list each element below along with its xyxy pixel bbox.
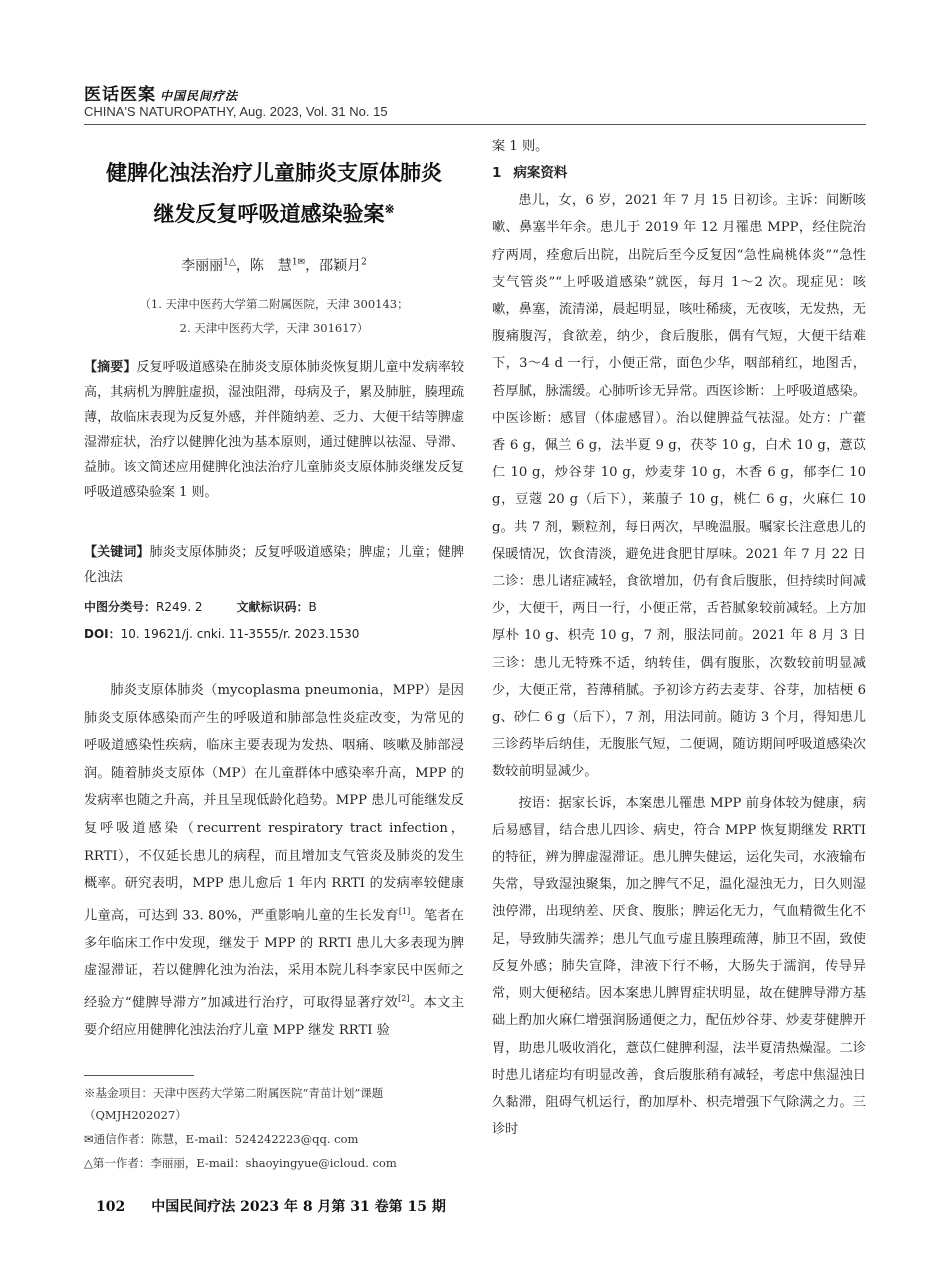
abstract	[84, 355, 464, 505]
keywords-label: 【关键词】	[84, 545, 150, 560]
footnote-corresponding: ✉通信作者：陈慧，E-mail：524242223@qq. com	[84, 1132, 359, 1146]
commentary-paragraph: 按语：据家长诉，本案患儿罹患 MPP 前身体较为健康，病后易感冒，结合患儿四诊、病史，符合 MPP 恢复期继发 RRTI 的特征，辨为脾虚湿滞证。患儿脾失健运，运化失司，水液输布失常，导致湿浊聚集，加之脾气不足，温化湿浊无力，日久则湿浊停滞，出现纳差、厌食、腹胀；脾运化无力，气血精微生化不足，导致肺失濡养；患儿气血亏虚且腠理疏薄，肺卫不固，致使反复外感；肺失宣降，津液下行不畅，大肠失于濡润，传导异常，则大便秘结。因本案患儿脾胃症状明显，故在健脾导滞方基础上酌加火麻仁增强润肠通便之力，配伍炒谷芽、炒麦芽健脾开胃，助患儿吸收消化，薏苡仁健脾利湿，法半夏清热燥湿。二诊时患儿诸症均有明显改善，食后腹胀稍有减轻，考虑中焦湿浊日久黏滞，阻碍气机运行，酌加厚朴、枳壳增强下气除满之力。三诊时	[492, 795, 866, 1138]
continuation-text: 案 1 则。	[492, 139, 549, 154]
doi-value: 10. 19621/j. cnki. 11-3555/r. 2023.1530	[120, 627, 360, 641]
abstract-label: 【摘要】	[84, 360, 137, 375]
citation-ref[interactable]: [2]	[398, 993, 410, 1003]
affiliation-line: （1. 天津中医药大学第二附属医院，天津 300143；	[139, 297, 409, 311]
author-name: 邵颖月	[319, 258, 362, 274]
affiliation-line: 2. 天津中医药大学，天津 301617）	[179, 321, 369, 335]
logo-text: 医话医案	[84, 85, 156, 105]
title-line-2: 继发反复呼吸道感染验案※	[153, 201, 395, 226]
abstract-text: 反复呼吸道感染在肺炎支原体肺炎恢复期儿童中发病率较高，其病机为脾脏虚损，湿浊阻滞，母病及子，累及肺脏，腠理疏薄，故临床表现为反复外感，并伴随纳差、乏力、大便干结等脾虚湿滞症状，治疗以健脾化浊为基本原则，通过健脾以祛湿、导滞、益肺。该文简述应用健脾化浊法治疗儿童肺炎支原体肺炎继发反复呼吸道感染验案 1 则。	[84, 360, 464, 500]
author-sup: 1△	[223, 257, 236, 268]
journal-citation-line: CHINA'S NATUROPATHY, Aug. 2023, Vol. 31 No. 15	[84, 104, 388, 119]
journal-logo	[84, 80, 238, 105]
clc-label: 中图分类号：	[84, 600, 157, 614]
affiliations	[84, 292, 464, 340]
title-fund-mark: ※	[384, 202, 395, 216]
footnote-divider	[84, 1075, 194, 1076]
page-footer	[96, 1196, 446, 1216]
author-name: 陈 慧	[249, 258, 292, 274]
page-number: 102	[96, 1199, 126, 1215]
keywords	[84, 540, 464, 590]
author-list: 李丽丽$^{1\triangle}$，陈 慧$^{1✉}$，邵颖月$^2$	[181, 257, 367, 274]
author-sup: 1✉	[291, 257, 306, 268]
doc-code-value: B	[308, 600, 317, 614]
doi-line	[84, 625, 359, 642]
classification-line	[84, 598, 317, 615]
doi-label: DOI：	[84, 627, 121, 641]
author-sup: 2	[361, 257, 367, 268]
title-line-1: 健脾化浊法治疗儿童肺炎支原体肺炎	[106, 160, 442, 185]
body-right-column	[492, 133, 866, 1143]
citation-ref[interactable]: [1]	[398, 906, 411, 916]
article-title	[84, 155, 464, 232]
logo-subtitle: 中国民间疗法	[160, 89, 239, 103]
clc-value: R249. 2	[156, 600, 203, 614]
header-divider	[84, 124, 866, 125]
author-name: 李丽丽	[181, 258, 224, 274]
footer-journal-issue: 中国民间疗法 2023 年 8 月第 31 卷第 15 期	[151, 1199, 446, 1215]
intro-paragraph: 肺炎支原体肺炎（mycoplasma pneumonia，MPP）是因肺炎支原体感染而产生的呼吸道和肺部急性炎症改变，为常见的呼吸道感染性疾病，临床主要表现为发热、咽痛、咳嗽及肺部浸润。随着肺炎支原体（MP）在儿童群体中感染率升高，MPP 的发病率也随之升高，并且呈现低龄化趋势。MPP 患儿可能继发反复呼吸道感染（recurrent respiratory tract infection，RRTI），不仅延长患儿的病程，而且增加支气管炎及肺炎的发生概率。研究表明，MPP 患儿愈后 1 年内 RRTI 的发病率较健康儿童高，可达到 33. 80%，严重影响儿童的生长发育[1]。笔者在多年临床工作中发现，继发于 MPP 的 RRTI 患儿大多表现为脾虚湿滞证，若以健脾化浊为治法，采用本院儿科李家民中医师之经验方“健脾导滞方”加减进行治疗，可取得显著疗效[2]。本文主要介绍应用健脾化浊法治疗儿童 MPP 继发 RRTI 验	[84, 683, 465, 1038]
case-paragraph: 患儿，女，6 岁，2021 年 7 月 15 日初诊。主诉：间断咳嗽、鼻塞半年余。患儿于 2019 年 12 月罹患 MPP，经住院治疗两周，痊愈后出院，出院后至今反复因“急性扁桃体炎”“急性支气管炎”“上呼吸道感染”就医，每月 1～2 次。现症见：咳嗽，鼻塞，流清涕，晨起明显，咳吐稀痰，无夜咳，无发热，无腹痛腹泻，食欲差，纳少，食后腹胀，偶有气短，大便干结难下，3～4 d 一行，小便正常，面色少华，咽部稍红，地图舌，苔厚腻，脉濡缓。心肺听诊无异常。西医诊断：上呼吸道感染。中医诊断：感冒（体虚感冒）。治以健脾益气祛湿。处方：广藿香 6 g，佩兰 6 g，法半夏 9 g，茯苓 10 g，白术 10 g，薏苡仁 10 g，炒谷芽 10 g，炒麦芽 10 g，木香 6 g，郁李仁 10 g，豆蔻 20 g（后下），莱菔子 10 g，桃仁 6 g，火麻仁 10 g。共 7 剂，颗粒剂，每日两次，早晚温服。嘱家长注意患儿的保暖情况，饮食清淡，避免进食肥甘厚味。2021 年 7 月 22 日二诊：患儿诸症减轻，食欲增加，仍有食后腹胀，但持续时间减少，大便干，两日一行，小便正常，舌苔腻象较前减轻。上方加厚朴 10 g、枳壳 10 g，7 剂，服法同前。2021 年 8 月 3 日三诊：患儿无特殊不适，纳转佳，偶有腹胀，次数较前明显减少，大便正常，苔薄稍腻。予初诊方药去麦芽、谷芽，加桔梗 6 g、砂仁 6 g（后下），7 剂，用法同前。随访 3 个月，得知患儿三诊药毕后纳佳，无腹胀气短，二便调，随访期间呼吸道感染次数较前明显减少。	[492, 193, 866, 780]
footnote-fund: ※基金项目：天津中医药大学第二附属医院“青苗计划”课题（QMJH202027）	[84, 1086, 384, 1122]
keywords-text: 肺炎支原体肺炎；反复呼吸道感染；脾虚；儿童；健脾化浊法	[84, 545, 464, 585]
section-heading: 1 病案资料	[492, 165, 568, 182]
footnote-first-author: △第一作者：李丽丽，E-mail：shaoyingyue@icloud. com	[84, 1156, 397, 1170]
body-left-column	[84, 677, 464, 1045]
doc-code-label: 文献标识码：	[236, 600, 309, 614]
